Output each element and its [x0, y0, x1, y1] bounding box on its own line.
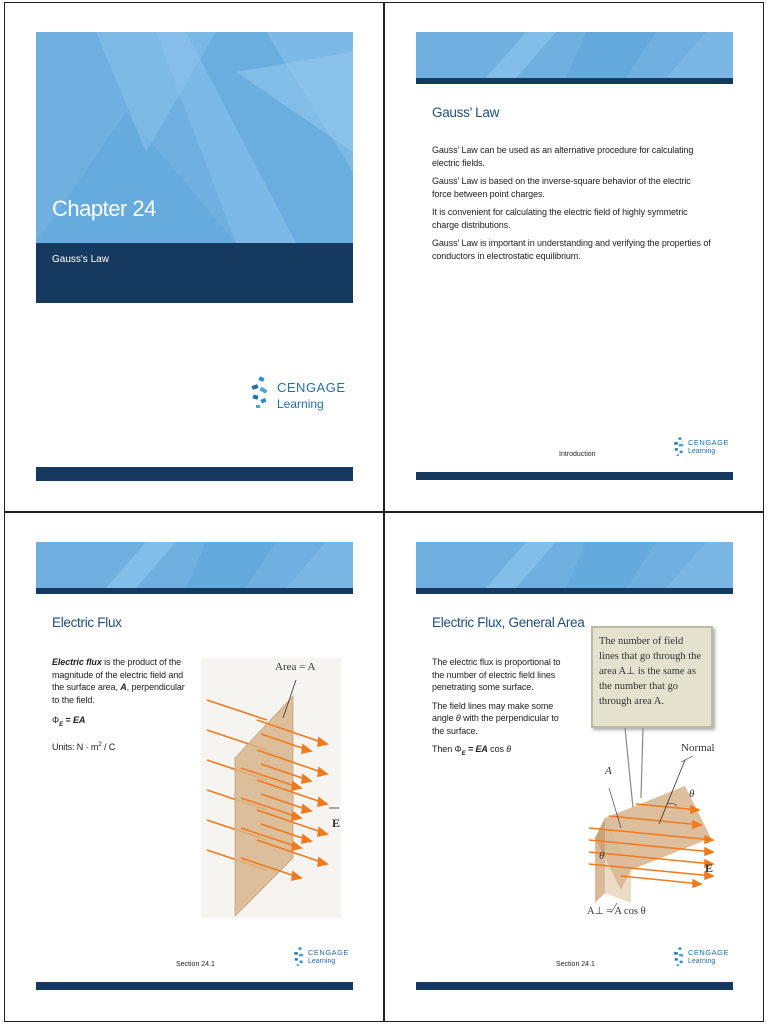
- cengage-logo: [673, 946, 730, 972]
- definition-text: is the product of the magnitude of the electric field and the surface area,: [52, 657, 184, 692]
- paragraph: Gauss’ Law is based on the inverse-square behavior of the electric force between point charges.: [432, 176, 691, 199]
- p3-text: Then Φ: [432, 744, 462, 754]
- header-rule: [416, 588, 733, 594]
- area-label: Area = A: [275, 661, 316, 673]
- logo-mark-icon: [293, 946, 305, 968]
- footer-bar: [416, 982, 733, 990]
- formula-ea: = EA: [465, 744, 488, 754]
- subtitle-box: [36, 243, 353, 303]
- section-label: Section 24.1: [176, 961, 215, 968]
- slide-2: [384, 2, 764, 512]
- header-banner: [416, 542, 733, 588]
- area-a-label: A: [605, 765, 612, 777]
- header-banner: [36, 542, 353, 588]
- slide-body: [432, 656, 567, 766]
- slide-1: [4, 2, 384, 512]
- footer-bar: [416, 472, 733, 480]
- slide-title: Electric Flux: [52, 615, 122, 630]
- theta-label-left: θ: [599, 850, 605, 862]
- p2-end: with the perpendicular to the surface.: [432, 713, 559, 736]
- logo-word-learning: Learning: [688, 448, 716, 455]
- units-prefix: Units: N · m: [52, 742, 99, 753]
- formula-cos: cos: [487, 744, 507, 754]
- field-e-label: E: [332, 816, 341, 830]
- logo-word-cengage: CENGAGE: [688, 948, 730, 957]
- logo-mark-icon: [673, 436, 685, 458]
- slide-body: [52, 656, 192, 760]
- units: [52, 739, 192, 754]
- formula-rest: = EA: [63, 715, 86, 725]
- field-e-label: E: [705, 861, 714, 875]
- formula: [432, 743, 567, 760]
- theta-symbol: θ: [506, 744, 512, 754]
- footer-bar: [36, 467, 353, 481]
- definition: [52, 656, 192, 706]
- logo-mark-icon: [673, 946, 685, 968]
- slide-4: [384, 512, 764, 1022]
- flux-figure: [201, 658, 341, 918]
- cengage-logo: [250, 375, 346, 415]
- slide-title: Electric Flux, General Area: [432, 615, 585, 630]
- logo-word-cengage: CENGAGE: [308, 948, 350, 957]
- field-diagram: [201, 658, 341, 918]
- phi-subscript: E: [59, 721, 63, 728]
- header-banner: [416, 32, 733, 78]
- term: Electric flux: [52, 657, 102, 667]
- chapter-title: Chapter 24: [52, 196, 156, 221]
- logo-word-cengage: CENGAGE: [277, 380, 346, 395]
- phi-subscript: E: [461, 750, 466, 757]
- projected-area-label: A⊥ = A cos θ: [587, 906, 646, 917]
- section-label: Introduction: [559, 451, 596, 458]
- footer-bar: [36, 982, 353, 990]
- tilted-surface-diagram: [581, 728, 721, 923]
- definition-end: , perpendicular to the field.: [52, 682, 185, 705]
- slide-3: [4, 512, 384, 1022]
- theta-label-top: θ: [689, 788, 695, 800]
- callout-box: The number of field lines that go through the area A⊥ is the same as the number that go through area A.: [591, 626, 713, 728]
- theta-symbol: θ: [455, 713, 461, 723]
- logo-mark-icon: [250, 375, 270, 411]
- symbol-a: A: [120, 682, 127, 692]
- header-rule: [416, 78, 733, 84]
- logo-word-learning: Learning: [308, 958, 336, 965]
- paragraph: Gauss’ Law can be used as an alternative procedure for calculating electric fields.: [432, 145, 694, 168]
- cengage-logo: [673, 436, 730, 462]
- p2-text: The field lines may make some angle: [432, 700, 554, 723]
- normal-label: Normal: [681, 742, 715, 754]
- formula: [52, 714, 192, 731]
- logo-word-cengage: CENGAGE: [688, 438, 730, 447]
- logo-word-learning: Learning: [277, 397, 324, 411]
- units-exponent: 2: [98, 742, 102, 749]
- paragraph: [432, 700, 567, 738]
- general-area-figure: [581, 728, 721, 923]
- units-suffix: / C: [101, 742, 116, 753]
- cengage-logo: [293, 946, 350, 972]
- header-rule: [36, 588, 353, 594]
- paragraph: Gauss’ Law is important in understanding and verifying the properties of conductors in electrostatic equilibrium.: [432, 238, 711, 261]
- logo-word-learning: Learning: [688, 958, 716, 965]
- chapter-subtitle: Gauss's Law: [52, 254, 109, 265]
- phi-symbol: Φ: [52, 715, 60, 725]
- paragraph: The electric flux is proportional to the number of electric field lines penetrating some surface.: [432, 657, 561, 692]
- section-label: Section 24.1: [556, 961, 595, 968]
- slide-body: [432, 144, 712, 268]
- slide-title: Gauss’ Law: [432, 105, 500, 120]
- paragraph: It is convenient for calculating the electric field of highly symmetric charge distributions.: [432, 207, 688, 230]
